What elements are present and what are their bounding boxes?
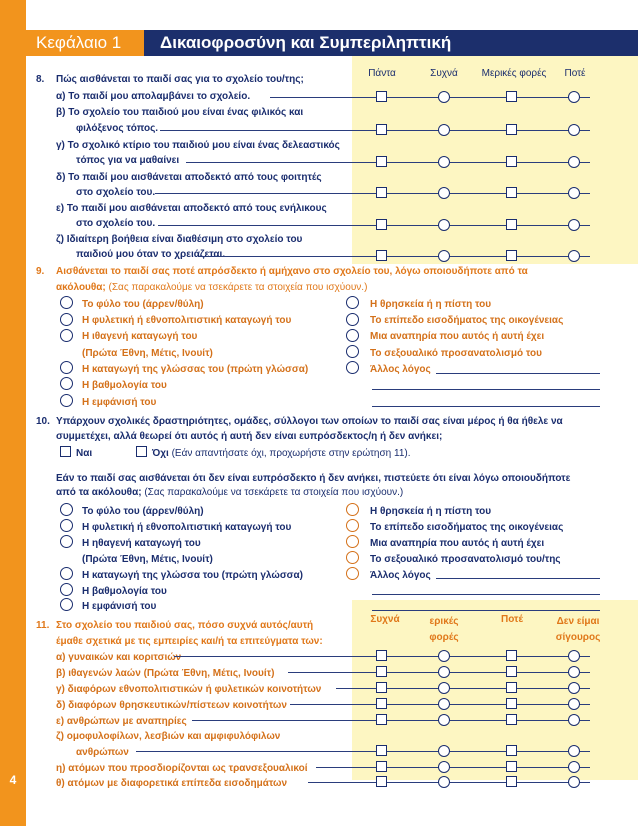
q10-opt-disability: Μια αναπηρία που αυτός ή αυτή έχει — [370, 538, 545, 549]
q11-answer-r3-c2[interactable] — [506, 698, 517, 709]
q8-answer-r2-c0[interactable] — [376, 156, 387, 167]
q11-col-never: Ποτέ — [500, 614, 524, 625]
q9-opt-other: Άλλος λόγος — [370, 364, 431, 375]
q9-check-left-1[interactable] — [60, 313, 73, 326]
q11-number: 11. — [36, 620, 50, 631]
q11-answer-r0-c0[interactable] — [376, 650, 387, 661]
q10-opt-gender: Το φύλο του (άρρεν/θύλη) — [82, 506, 204, 517]
q8-answer-r0-c1[interactable] — [438, 91, 450, 103]
q8-question: Πώς αισθάνεται το παιδί σας για το σχολείο του/της; — [56, 74, 304, 85]
q9-opt-indigenous-note: (Πρώτα Έθνη, Μέτις, Ινουίτ) — [82, 348, 213, 359]
q8-item-d2: στο σχολείο του. — [76, 187, 156, 198]
q10-follow-line1: Εάν το παιδί σας αισθάνεται ότι δεν είναι ευπρόσδεκτο ή δεν ανήκει, πιστεύετε ότι είναι λόγω οποιουδήποτε — [56, 473, 571, 484]
q8-answer-r3-c0[interactable] — [376, 187, 387, 198]
q8-answer-r4-c0[interactable] — [376, 219, 387, 230]
q10-no-checkbox[interactable] — [136, 446, 147, 457]
q11-answer-r1-c3[interactable] — [568, 666, 580, 678]
q8-item-e1: ε) Το παιδί μου αισθάνεται αποδεκτό από τους ενήλικους — [56, 203, 327, 214]
q11-answer-r1-c0[interactable] — [376, 666, 387, 677]
q10-opt-income: Το επίπεδο εισοδήματος της οικογένειας — [370, 522, 564, 533]
q11-answer-r2-c0[interactable] — [376, 682, 387, 693]
q11-answer-r7-c3[interactable] — [568, 776, 580, 788]
chapter-title: Δικαιοφροσύνη και Συμπεριληπτική — [144, 30, 638, 56]
q11-answer-r0-c3[interactable] — [568, 650, 580, 662]
q11-line2: έμαθε σχετικά με τις εμπειρίες και/ή τα επιτεύγματα των: — [56, 636, 323, 647]
q9-check-left-4[interactable] — [60, 361, 73, 374]
q8-answer-r5-c1[interactable] — [438, 250, 450, 262]
q10-line1: Υπάρχουν σχολικές δραστηριότητες, ομάδες, σύλλογοι των οποίων το παιδί σας είναι μέρος ή θα ήθελε να — [56, 416, 563, 427]
q11-answer-r3-c0[interactable] — [376, 698, 387, 709]
q9-opt-language: Η καταγωγή της γλώσσας του (πρώτη γλώσσα) — [82, 364, 309, 375]
q11-item-g: η) ατόμων που προσδιορίζονται ως τρανσεξουαλικοί — [56, 763, 308, 774]
q10-check-left-5[interactable] — [60, 583, 73, 596]
q9-other-line-1[interactable] — [436, 373, 600, 374]
q10-other-line-2[interactable] — [372, 594, 600, 595]
q10-no-note: (Εάν απαντήσατε όχι, προχωρήστε στην ερώτηση 11). — [171, 448, 411, 459]
q8-answer-r2-c1[interactable] — [438, 156, 450, 168]
q8-answer-r2-c3[interactable] — [568, 156, 580, 168]
q8-item-b2: φιλόξενος τόπος. — [76, 123, 159, 134]
q11-answer-r6-c2[interactable] — [506, 761, 517, 772]
q8-answer-r0-c2[interactable] — [506, 91, 517, 102]
q8-item-c1: γ) Το σχολικό κτίριο του παιδιού μου είναι ένας δελεαστικός — [56, 140, 340, 151]
q8-item-a: α) Το παιδί μου απολαμβάνει το σχολείο. — [56, 91, 251, 102]
q11-answer-r3-c3[interactable] — [568, 698, 580, 710]
q8-answer-r5-c0[interactable] — [376, 250, 387, 261]
q11-answer-r3-c1[interactable] — [438, 698, 450, 710]
q8-rule-b — [160, 130, 590, 131]
q9-opt-ethnic: Η φυλετική ή εθνοπολιτιστική καταγωγή του — [82, 315, 292, 326]
q10-check-left-6[interactable] — [60, 598, 73, 611]
q8-answer-r2-c2[interactable] — [506, 156, 517, 167]
q9-other-line-3[interactable] — [372, 406, 600, 407]
q8-rule-d — [155, 193, 590, 194]
q10-check-left-0[interactable] — [60, 503, 73, 516]
q10-opt-other: Άλλος λόγος — [370, 570, 431, 581]
q9-opt-gender: Το φύλο του (άρρεν/θύλη) — [82, 299, 204, 310]
q8-answer-r4-c3[interactable] — [568, 219, 580, 231]
q11-answer-r1-c2[interactable] — [506, 666, 517, 677]
q11-answer-r1-c1[interactable] — [438, 666, 450, 678]
q11-col-sometimes: ερικές φορές — [429, 616, 459, 643]
q9-check-right-3[interactable] — [346, 345, 359, 358]
answer-panel-q8 — [352, 56, 638, 264]
q8-answer-r1-c2[interactable] — [506, 124, 517, 135]
q9-opt-indigenous: Η ιθαγενή καταγωγή του — [82, 331, 198, 342]
q8-item-b1: β) Το σχολείο του παιδιού μου είναι ένας φιλικός και — [56, 107, 304, 118]
q8-col-never: Ποτέ — [564, 68, 586, 79]
q11-answer-r2-c1[interactable] — [438, 682, 450, 694]
q11-item-b: β) ιθαγενών λαών (Πρώτα Έθνη, Μέτις, Ινουίτ) — [56, 668, 275, 679]
q11-item-f1: ζ) ομοφυλοφίλων, λεσβιών και αμφιφυλόφιλων — [56, 731, 281, 742]
page-number: 4 — [9, 773, 17, 787]
q11-answer-r5-c3[interactable] — [568, 745, 580, 757]
q8-rule-e — [158, 225, 590, 226]
q9-opt-income: Το επίπεδο εισοδήματος της οικογένειας — [370, 315, 564, 326]
q11-answer-r6-c1[interactable] — [438, 761, 450, 773]
q10-follow-line2a: από τα ακόλουθα; — [56, 487, 142, 498]
q9-opt-disability: Μια αναπηρία που αυτός ή αυτή έχει — [370, 331, 545, 342]
q11-answer-r7-c1[interactable] — [438, 776, 450, 788]
q11-item-e: ε) ανθρώπων με αναπηρίες — [56, 716, 187, 727]
q8-item-e2: στο σχολείο του. — [76, 218, 156, 229]
q11-answer-r6-c0[interactable] — [376, 761, 387, 772]
q9-check-right-0[interactable] — [346, 296, 359, 309]
q11-item-h: θ) ατόμων με διαφορετικά επίπεδα εισοδημάτων — [56, 778, 288, 789]
q10-check-left-4[interactable] — [60, 567, 73, 580]
q10-opt-grades: Η βαθμολογία του — [82, 586, 167, 597]
q9-check-right-1[interactable] — [346, 313, 359, 326]
q11-answer-r5-c2[interactable] — [506, 745, 517, 756]
q11-line1: Στο σχολείο του παιδιού σας, πόσο συχνά αυτός/αυτή — [56, 620, 314, 631]
q11-item-f2: ανθρώπων — [76, 747, 129, 758]
q11-col-unsure: Δεν είμαι σίγουρος — [555, 616, 601, 643]
q10-check-right-4[interactable] — [346, 567, 359, 580]
q8-number: 8. — [36, 74, 45, 85]
q10-check-right-0[interactable] — [346, 503, 359, 516]
q9-check-left-6[interactable] — [60, 394, 73, 407]
q11-answer-r0-c1[interactable] — [438, 650, 450, 662]
q10-yes-checkbox[interactable] — [60, 446, 71, 457]
q9-line1: Αισθάνεται το παιδί σας ποτέ απρόσδεκτο ή αμήχανο στο σχολείο του, λόγω οποιουδήποτε από τα — [56, 266, 528, 277]
q8-answer-r3-c2[interactable] — [506, 187, 517, 198]
q11-rule-4 — [192, 720, 590, 721]
q9-opt-orientation: Το σεξουαλικό προσανατολισμό του — [370, 348, 542, 359]
q9-check-left-2[interactable] — [60, 329, 73, 342]
q8-answer-r1-c0[interactable] — [376, 124, 387, 135]
q10-other-line-3[interactable] — [372, 610, 600, 611]
q10-opt-appearance: Η εμφάνισή του — [82, 601, 157, 612]
q11-item-c: γ) διαφόρων εθνοπολιτιστικών ή φυλετικών κοινοτήτων — [56, 684, 322, 695]
q8-col-often: Συχνά — [430, 68, 458, 79]
q9-check-right-2[interactable] — [346, 329, 359, 342]
q11-answer-r4-c3[interactable] — [568, 714, 580, 726]
q9-line2a: ακόλουθα; — [56, 282, 106, 293]
q11-item-d: δ) διαφόρων θρησκευτικών/πίστεων κοινοτήτων — [56, 700, 287, 711]
q11-rule-2 — [336, 688, 590, 689]
q8-answer-r0-c0[interactable] — [376, 91, 387, 102]
q11-col-often: Συχνά — [370, 614, 400, 625]
chapter-label: Κεφάλαιο 1 — [26, 30, 144, 56]
left-color-bar — [0, 0, 26, 826]
q10-opt-orientation: Το σεξουαλικό προσανατολισμό του/της — [370, 554, 561, 565]
q8-item-c2: τόπος για να μαθαίνει — [76, 155, 180, 166]
q9-check-right-4[interactable] — [346, 361, 359, 374]
q9-line2b: (Σας παρακαλούμε να τσεκάρετε τα στοιχεία που ισχύουν.) — [108, 282, 368, 293]
q11-answer-r5-c0[interactable] — [376, 745, 387, 756]
q8-item-f2: παιδιού μου όταν το χρειάζεται. — [76, 249, 226, 260]
q10-opt-ethnic: Η φυλετική ή εθνοπολιτιστική καταγωγή του — [82, 522, 292, 533]
q10-check-right-1[interactable] — [346, 519, 359, 532]
q8-answer-r3-c3[interactable] — [568, 187, 580, 199]
q8-rule-c — [186, 162, 590, 163]
q8-answer-r4-c1[interactable] — [438, 219, 450, 231]
q11-answer-r4-c0[interactable] — [376, 714, 387, 725]
q11-answer-r5-c1[interactable] — [438, 745, 450, 757]
q11-answer-r6-c3[interactable] — [568, 761, 580, 773]
q10-opt-language: Η καταγωγή της γλώσσα του (πρώτη γλώσσα) — [82, 570, 303, 581]
q10-opt-indigenous: Η ηθαγενή καταγωγή του — [82, 538, 201, 549]
q9-opt-appearance: Η εμφάνισή του — [82, 397, 157, 408]
q8-rule-a — [270, 97, 590, 98]
q10-check-right-3[interactable] — [346, 551, 359, 564]
q11-answer-r7-c2[interactable] — [506, 776, 517, 787]
q11-answer-r4-c1[interactable] — [438, 714, 450, 726]
q11-answer-r2-c3[interactable] — [568, 682, 580, 694]
q9-opt-religion: Η θρησκεία ή η πίστη του — [370, 299, 492, 310]
q10-line2: συμμετέχει, αλλά θεωρεί ότι αυτός ή αυτή δεν είναι ευπρόσδεκτος/η ή δεν ανήκει; — [56, 431, 443, 442]
q9-number: 9. — [36, 266, 45, 277]
q8-answer-r3-c1[interactable] — [438, 187, 450, 199]
q10-opt-indigenous-note: (Πρώτα Έθνη, Μέτις, Ινουίτ) — [82, 554, 213, 565]
q11-rule-6 — [316, 767, 590, 768]
q11-answer-r0-c2[interactable] — [506, 650, 517, 661]
q10-number: 10. — [36, 416, 50, 427]
q10-check-left-1[interactable] — [60, 519, 73, 532]
q10-other-line-1[interactable] — [436, 578, 600, 579]
q9-opt-grades: Η βαθμολογία του — [82, 380, 167, 391]
q9-other-line-2[interactable] — [372, 389, 600, 390]
q8-item-f1: ζ) Ιδιαίτερη βοήθεια είναι διαθέσιμη στο σχολείο του — [56, 234, 303, 245]
q11-item-a: α) γυναικών και κοριτσιών — [56, 652, 182, 663]
q8-answer-r4-c2[interactable] — [506, 219, 517, 230]
q11-answer-r7-c0[interactable] — [376, 776, 387, 787]
q8-answer-r1-c3[interactable] — [568, 124, 580, 136]
q10-follow-line2b: (Σας παρακαλούμε να τσεκάρετε τα στοιχεία που ισχύουν.) — [144, 487, 404, 498]
q8-answer-r0-c3[interactable] — [568, 91, 580, 103]
q8-col-sometimes: Μερικές φορές — [481, 68, 547, 79]
q8-answer-r5-c3[interactable] — [568, 250, 580, 262]
chapter-header — [26, 30, 638, 56]
q10-no-label: Όχι — [152, 448, 169, 459]
q9-check-left-0[interactable] — [60, 296, 73, 309]
q11-answer-r4-c2[interactable] — [506, 714, 517, 725]
q10-yes-label: Ναι — [76, 448, 93, 459]
q11-rule-5 — [136, 751, 590, 752]
q8-answer-r1-c1[interactable] — [438, 124, 450, 136]
q9-check-left-5[interactable] — [60, 377, 73, 390]
q11-answer-r2-c2[interactable] — [506, 682, 517, 693]
q8-rule-f — [198, 256, 590, 257]
q10-opt-religion: Η θρησκεία ή η πίστη του — [370, 506, 492, 517]
q8-answer-r5-c2[interactable] — [506, 250, 517, 261]
q10-check-right-2[interactable] — [346, 535, 359, 548]
q10-check-left-2[interactable] — [60, 535, 73, 548]
q8-col-always: Πάντα — [368, 68, 396, 79]
q8-item-d1: δ) Το παιδί μου αισθάνεται αποδεκτό από τους φοιτητές — [56, 172, 322, 183]
